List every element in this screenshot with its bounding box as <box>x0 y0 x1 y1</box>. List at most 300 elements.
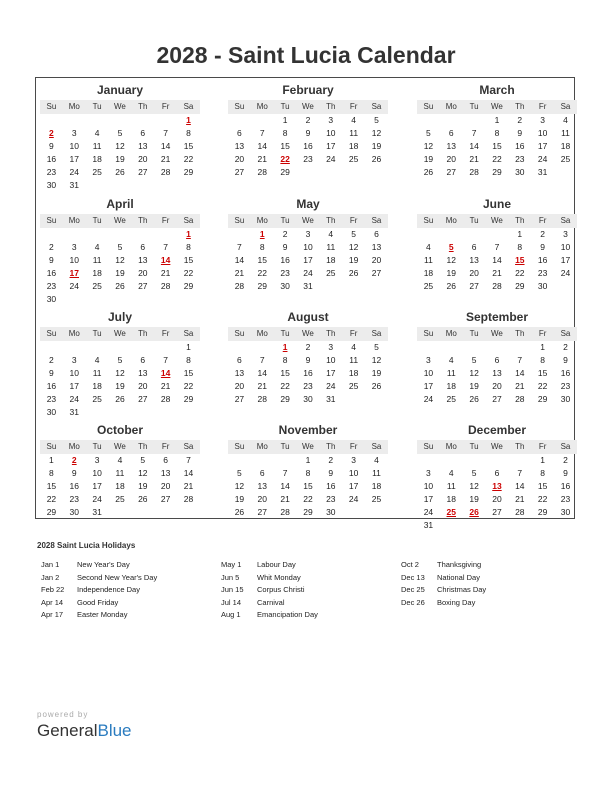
day-cell: 19 <box>138 481 148 491</box>
weekday-label: Sa <box>183 102 194 111</box>
day-cell: 26 <box>446 281 456 291</box>
holiday-name: Boxing Day <box>437 597 476 607</box>
holiday-date: Apr 14 <box>41 597 64 607</box>
day-cell: 27 <box>138 394 148 404</box>
day-blank <box>417 454 440 467</box>
day-cell: 6 <box>140 128 146 138</box>
day-cell: 5 <box>351 229 356 239</box>
month-name: December <box>467 423 527 437</box>
day-cell: 31 <box>69 407 79 417</box>
weekday-header <box>228 100 388 114</box>
day-cell: 16 <box>303 368 313 378</box>
day-cell: 8 <box>259 242 265 252</box>
day-cell: 28 <box>469 167 479 177</box>
weekday-label: Sa <box>560 102 571 111</box>
weekday-label: Fr <box>538 102 547 111</box>
day-blank <box>440 341 463 354</box>
weekday-label: We <box>302 216 314 225</box>
day-cell: 19 <box>371 141 382 151</box>
day-cell: 11 <box>446 481 456 491</box>
day-cell: 11 <box>92 368 102 378</box>
day-cell: 2 <box>328 455 334 465</box>
day-cell: 4 <box>94 128 100 138</box>
day-cell: 9 <box>563 355 568 365</box>
day-cell: 21 <box>183 481 194 491</box>
day-cell: 22 <box>492 154 502 164</box>
day-cell: 18 <box>92 268 102 278</box>
day-cell-holiday: 2 <box>49 128 54 138</box>
day-cell: 24 <box>326 381 336 391</box>
weekday-label: We <box>491 102 503 111</box>
day-cell: 12 <box>371 355 382 365</box>
day-cell: 6 <box>259 468 265 478</box>
day-cell: 16 <box>303 141 313 151</box>
day-cell: 29 <box>280 167 290 177</box>
day-cell: 9 <box>71 468 77 478</box>
day-cell: 22 <box>280 381 290 391</box>
day-cell: 5 <box>374 342 379 352</box>
day-cell: 17 <box>560 255 571 265</box>
day-cell: 22 <box>183 154 194 164</box>
holiday-row <box>41 559 157 572</box>
day-cell-holiday: 13 <box>492 481 502 491</box>
day-cell: 10 <box>560 242 571 252</box>
day-cell: 23 <box>46 281 57 291</box>
day-cell: 10 <box>69 255 79 265</box>
month-april <box>40 194 200 306</box>
day-cell: 24 <box>69 394 79 404</box>
day-cell: 16 <box>560 481 571 491</box>
weekday-label: Th <box>515 442 525 451</box>
weekday-label: Mo <box>68 329 80 338</box>
month-days <box>228 114 388 179</box>
day-cell: 10 <box>303 242 313 252</box>
day-cell: 22 <box>257 268 267 278</box>
day-cell: 4 <box>94 355 100 365</box>
day-cell: 5 <box>140 455 146 465</box>
day-cell: 12 <box>423 141 434 151</box>
day-blank <box>251 114 274 127</box>
day-cell-holiday: 15 <box>515 255 525 265</box>
day-cell: 23 <box>69 494 79 504</box>
day-cell: 5 <box>471 468 477 478</box>
day-cell: 26 <box>115 167 125 177</box>
day-cell: 18 <box>446 494 456 504</box>
day-cell: 18 <box>326 255 336 265</box>
day-cell: 21 <box>160 381 171 391</box>
holiday-date: Dec 25 <box>401 585 425 594</box>
holiday-name: Good Friday <box>77 597 119 607</box>
day-cell: 17 <box>69 381 79 391</box>
day-cell: 5 <box>117 128 123 138</box>
day-blank <box>154 114 177 127</box>
day-cell: 16 <box>280 255 290 265</box>
day-cell: 29 <box>257 281 267 291</box>
day-cell: 14 <box>234 255 245 265</box>
weekday-header <box>417 100 577 114</box>
day-cell: 28 <box>515 394 525 404</box>
day-cell: 14 <box>492 255 502 265</box>
holiday-name: Corpus Christi <box>257 585 305 594</box>
day-blank <box>508 341 531 354</box>
day-cell: 9 <box>49 368 54 378</box>
brand-name <box>37 721 132 741</box>
holiday-row <box>401 584 486 597</box>
weekday-label: Fr <box>538 329 547 338</box>
day-cell: 25 <box>446 394 456 404</box>
month-days <box>40 454 200 519</box>
day-cell: 31 <box>326 394 336 404</box>
day-blank <box>440 228 463 241</box>
day-cell: 16 <box>69 481 79 491</box>
weekday-label: Tu <box>92 216 102 225</box>
day-cell: 25 <box>92 394 102 404</box>
day-cell: 4 <box>448 468 454 478</box>
weekday-header <box>228 327 388 341</box>
day-cell: 27 <box>138 281 148 291</box>
day-cell: 8 <box>517 242 523 252</box>
day-cell: 23 <box>537 268 548 278</box>
day-cell: 6 <box>374 229 379 239</box>
day-cell: 15 <box>280 141 290 151</box>
weekday-label: Mo <box>68 442 80 451</box>
month-days <box>228 454 388 519</box>
day-cell: 22 <box>183 268 194 278</box>
day-cell: 25 <box>348 381 359 391</box>
holidays-column <box>41 559 157 622</box>
weekday-label: Fr <box>349 442 358 451</box>
holiday-row <box>221 584 318 597</box>
day-cell: 4 <box>374 455 379 465</box>
day-cell: 25 <box>371 494 382 504</box>
day-blank <box>109 341 132 354</box>
day-cell: 1 <box>494 115 500 125</box>
holidays-column <box>401 559 486 609</box>
day-blank <box>131 341 154 354</box>
month-february <box>228 80 388 179</box>
day-cell: 24 <box>303 268 313 278</box>
holiday-row <box>401 597 486 610</box>
day-cell: 28 <box>234 281 245 291</box>
day-cell: 6 <box>237 128 242 138</box>
day-cell: 12 <box>446 255 456 265</box>
holiday-date: Apr 17 <box>41 610 64 619</box>
weekday-label: Su <box>423 102 434 111</box>
day-cell: 6 <box>448 128 454 138</box>
day-blank <box>486 454 509 467</box>
day-cell: 25 <box>560 154 571 164</box>
weekday-label: Su <box>423 216 434 225</box>
day-cell: 18 <box>115 481 125 491</box>
day-cell: 24 <box>92 494 102 504</box>
day-cell: 18 <box>371 481 382 491</box>
day-blank <box>417 341 440 354</box>
weekday-label: Mo <box>256 329 268 338</box>
day-cell: 26 <box>371 381 382 391</box>
day-cell: 21 <box>234 268 245 278</box>
holiday-row <box>41 597 157 610</box>
weekday-label: Tu <box>469 442 479 451</box>
day-cell: 2 <box>517 115 523 125</box>
weekday-label: Sa <box>371 442 382 451</box>
day-cell: 3 <box>351 455 356 465</box>
day-cell: 7 <box>517 468 523 478</box>
weekday-label: Tu <box>469 216 479 225</box>
day-cell: 3 <box>540 115 545 125</box>
day-cell: 9 <box>540 242 545 252</box>
day-cell: 20 <box>234 381 245 391</box>
holiday-name: Easter Monday <box>77 610 128 619</box>
weekday-label: Fr <box>161 442 170 451</box>
brand-logo <box>37 710 132 741</box>
day-cell: 11 <box>349 355 359 365</box>
weekday-label: Tu <box>469 329 479 338</box>
day-cell: 20 <box>138 154 148 164</box>
day-cell: 20 <box>160 481 171 491</box>
day-cell: 25 <box>326 268 336 278</box>
day-cell: 19 <box>423 154 434 164</box>
day-cell: 29 <box>183 281 194 291</box>
day-cell: 18 <box>446 381 456 391</box>
day-cell: 26 <box>423 167 434 177</box>
weekday-label: Fr <box>349 329 358 338</box>
day-cell: 11 <box>92 255 102 265</box>
day-cell: 30 <box>280 281 290 291</box>
holiday-name: Whit Monday <box>257 572 301 582</box>
holiday-name: Thanksgiving <box>437 560 482 569</box>
weekday-label: Mo <box>445 216 457 225</box>
weekday-label: We <box>491 442 503 451</box>
day-cell: 12 <box>115 368 125 378</box>
holiday-date: Oct 2 <box>401 560 419 569</box>
day-cell: 13 <box>138 141 148 151</box>
day-blank <box>463 341 486 354</box>
day-cell: 26 <box>138 494 148 504</box>
day-cell: 29 <box>280 394 290 404</box>
day-blank <box>131 114 154 127</box>
day-cell: 5 <box>471 355 477 365</box>
day-cell: 24 <box>348 494 359 504</box>
holiday-row <box>41 584 157 597</box>
weekday-label: Th <box>326 442 336 451</box>
weekday-header <box>40 214 200 228</box>
weekday-label: Th <box>515 102 525 111</box>
day-cell: 8 <box>540 355 545 365</box>
day-cell-holiday: 14 <box>160 255 171 265</box>
day-blank <box>440 114 463 127</box>
holiday-row <box>41 609 157 622</box>
day-cell: 13 <box>446 141 456 151</box>
weekday-label: Mo <box>445 329 457 338</box>
day-cell: 24 <box>423 394 434 404</box>
day-cell: 17 <box>326 141 336 151</box>
day-cell: 16 <box>537 255 548 265</box>
day-cell: 8 <box>305 468 311 478</box>
day-cell: 11 <box>326 242 336 252</box>
day-cell: 27 <box>257 507 267 517</box>
day-cell: 22 <box>303 494 313 504</box>
day-cell: 23 <box>303 381 313 391</box>
day-cell: 3 <box>71 355 77 365</box>
day-cell: 15 <box>537 368 548 378</box>
day-cell: 11 <box>446 368 456 378</box>
day-cell: 5 <box>237 468 242 478</box>
day-blank <box>228 114 251 127</box>
month-name: November <box>278 423 338 437</box>
day-cell: 26 <box>234 507 245 517</box>
day-cell: 11 <box>424 255 433 265</box>
day-cell: 4 <box>117 455 123 465</box>
month-name: July <box>107 310 132 324</box>
day-cell: 30 <box>303 394 313 404</box>
holiday-row <box>221 559 318 572</box>
day-blank <box>154 228 177 241</box>
day-cell: 3 <box>328 342 334 352</box>
weekday-label: Sa <box>371 102 382 111</box>
month-name: April <box>106 197 134 211</box>
day-cell: 23 <box>326 494 336 504</box>
day-cell: 16 <box>560 368 571 378</box>
day-cell: 25 <box>115 494 125 504</box>
day-cell: 16 <box>515 141 525 151</box>
day-cell: 29 <box>303 507 313 517</box>
day-cell: 17 <box>69 154 79 164</box>
weekday-label: We <box>491 329 503 338</box>
day-cell: 2 <box>49 355 54 365</box>
month-days <box>417 114 577 179</box>
day-cell: 3 <box>71 242 77 252</box>
day-cell: 15 <box>183 255 194 265</box>
day-cell: 17 <box>423 494 434 504</box>
day-cell: 30 <box>560 507 571 517</box>
day-cell: 19 <box>469 494 479 504</box>
day-blank <box>274 454 297 467</box>
holiday-date: Jun 15 <box>221 585 244 594</box>
holiday-date: Jan 1 <box>41 560 60 569</box>
day-cell: 9 <box>49 255 54 265</box>
day-cell: 7 <box>163 242 168 252</box>
day-cell: 31 <box>69 180 79 190</box>
day-cell: 9 <box>305 355 311 365</box>
day-cell: 10 <box>423 481 434 491</box>
weekday-label: Th <box>326 329 336 338</box>
day-cell: 1 <box>186 342 191 352</box>
day-cell: 11 <box>372 468 381 478</box>
month-july <box>40 307 200 419</box>
day-blank <box>63 341 86 354</box>
day-cell: 25 <box>348 154 359 164</box>
day-cell: 7 <box>282 468 288 478</box>
day-cell: 8 <box>49 468 54 478</box>
weekday-label: Th <box>326 102 336 111</box>
day-cell: 7 <box>471 128 477 138</box>
holiday-name: Second New Year's Day <box>77 572 158 582</box>
day-cell: 12 <box>138 468 148 478</box>
weekday-label: Tu <box>92 102 102 111</box>
day-cell: 22 <box>537 381 548 391</box>
month-november <box>228 420 388 519</box>
day-cell: 5 <box>117 355 123 365</box>
day-cell: 10 <box>92 468 102 478</box>
weekday-label: Fr <box>538 216 547 225</box>
day-cell: 20 <box>138 268 148 278</box>
day-cell: 2 <box>540 229 545 239</box>
day-cell-holiday: 5 <box>448 242 454 252</box>
holiday-name: Christmas Day <box>437 585 487 594</box>
day-cell: 14 <box>515 481 525 491</box>
day-blank <box>463 114 486 127</box>
weekday-label: Fr <box>161 216 170 225</box>
day-cell: 4 <box>426 242 431 252</box>
day-cell: 29 <box>537 507 548 517</box>
day-cell: 16 <box>46 154 57 164</box>
day-cell: 27 <box>492 507 502 517</box>
day-cell: 30 <box>46 294 57 304</box>
weekday-label: Mo <box>68 216 80 225</box>
day-blank <box>228 341 251 354</box>
day-cell-holiday: 1 <box>186 229 191 239</box>
day-cell: 14 <box>160 141 171 151</box>
weekday-label: We <box>302 329 314 338</box>
day-cell: 23 <box>560 381 571 391</box>
day-cell: 20 <box>138 381 148 391</box>
day-cell: 19 <box>115 154 125 164</box>
day-cell: 17 <box>537 141 548 151</box>
weekday-label: Sa <box>560 329 571 338</box>
day-cell: 6 <box>494 355 500 365</box>
day-cell: 30 <box>69 507 79 517</box>
holiday-date: Aug 1 <box>221 610 241 619</box>
holiday-date: Feb 22 <box>41 585 65 594</box>
day-cell: 18 <box>423 268 434 278</box>
day-cell: 19 <box>115 268 125 278</box>
day-cell: 29 <box>183 394 194 404</box>
weekday-label: Tu <box>280 329 290 338</box>
day-cell: 21 <box>280 494 290 504</box>
weekday-header <box>417 214 577 228</box>
month-name: May <box>296 197 320 211</box>
day-cell: 28 <box>492 281 502 291</box>
day-cell: 20 <box>371 255 382 265</box>
holidays-title: 2028 Saint Lucia Holidays <box>37 541 136 550</box>
day-cell: 19 <box>469 381 479 391</box>
day-cell: 24 <box>423 507 434 517</box>
day-blank <box>63 228 86 241</box>
day-cell: 28 <box>160 281 171 291</box>
day-cell: 5 <box>426 128 431 138</box>
day-cell: 10 <box>69 368 79 378</box>
day-cell: 6 <box>237 355 242 365</box>
day-cell: 22 <box>46 494 57 504</box>
day-cell: 10 <box>326 128 336 138</box>
day-cell: 17 <box>348 481 359 491</box>
day-blank <box>508 454 531 467</box>
day-cell: 27 <box>234 394 245 404</box>
day-cell: 1 <box>540 342 545 352</box>
day-cell: 31 <box>303 281 313 291</box>
day-cell: 28 <box>183 494 194 504</box>
powered-by-text: powered by <box>37 710 89 719</box>
weekday-label: Su <box>46 329 57 338</box>
weekday-label: Tu <box>280 442 290 451</box>
month-days <box>40 228 200 306</box>
day-cell: 29 <box>492 167 502 177</box>
day-cell: 30 <box>560 394 571 404</box>
weekday-label: Mo <box>256 102 268 111</box>
weekday-header <box>40 440 200 454</box>
month-name: June <box>482 197 511 211</box>
day-cell: 17 <box>423 381 434 391</box>
